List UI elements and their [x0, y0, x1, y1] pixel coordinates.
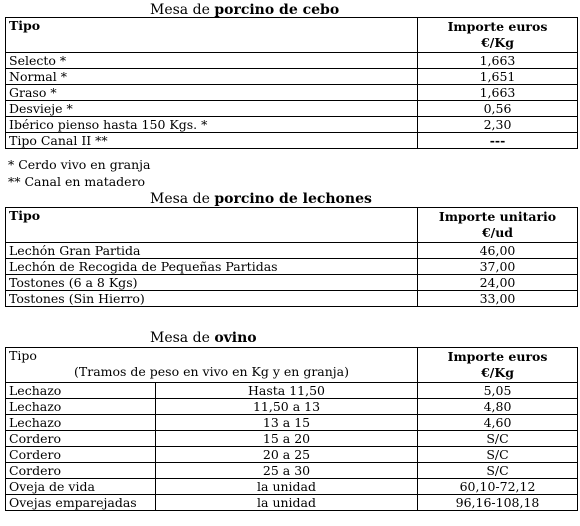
ovino-peso: la unidad	[156, 479, 418, 495]
table-row	[6, 431, 578, 447]
ovino-importe: S/C	[418, 463, 578, 479]
ovino-importe: S/C	[418, 431, 578, 447]
lechones-col-importe	[418, 208, 578, 243]
ovino-col-unit: €/Kg	[481, 365, 514, 380]
ovino-peso: 15 a 20	[156, 431, 418, 447]
ovino-tipo: Lechazo	[6, 415, 156, 431]
ovino-tipo: Cordero	[6, 431, 156, 447]
ovino-peso: Hasta 11,50	[156, 383, 418, 399]
ovino-table	[5, 347, 578, 511]
table-row	[6, 53, 578, 69]
lechones-table	[5, 207, 578, 307]
cebo-col-importe	[418, 18, 578, 53]
cebo-tipo: Desvieje *	[6, 101, 418, 117]
ovino-tipo: Lechazo	[6, 383, 156, 399]
table-row	[6, 399, 578, 415]
cebo-header-row	[6, 18, 578, 53]
cebo-tipo: Graso *	[6, 85, 418, 101]
lechones-importe: 46,00	[418, 243, 578, 259]
ovino-title-prefix: Mesa de	[150, 330, 210, 346]
cebo-note-2: ** Canal en matadero	[8, 174, 146, 189]
cebo-tipo: Tipo Canal II **	[6, 133, 418, 149]
table-row	[6, 133, 578, 149]
ovino-importe: 4,60	[418, 415, 578, 431]
ovino-col-tipo: Tipo	[9, 348, 37, 363]
lechones-tipo: Tostones (6 a 8 Kgs)	[6, 275, 418, 291]
ovino-peso: 20 a 25	[156, 447, 418, 463]
ovino-importe: 4,80	[418, 399, 578, 415]
ovino-tipo: Cordero	[6, 463, 156, 479]
lechones-col-unit: €/ud	[481, 225, 514, 240]
table-row	[6, 69, 578, 85]
ovino-header-row	[6, 348, 578, 383]
cebo-tipo: Ibérico pienso hasta 150 Kgs. *	[6, 117, 418, 133]
ovino-col-tipo-cell	[6, 348, 418, 383]
cebo-col-importe-label: Importe euros	[447, 19, 548, 34]
table-row	[6, 479, 578, 495]
table-row	[6, 259, 578, 275]
ovino-peso: 11,50 a 13	[156, 399, 418, 415]
lechones-col-importe-label: Importe unitario	[438, 209, 557, 224]
ovino-col-tramos: (Tramos de peso en vivo en Kg y en granja)	[74, 364, 350, 379]
table-row	[6, 85, 578, 101]
cebo-col-unit: €/Kg	[481, 35, 514, 50]
ovino-col-importe-label: Importe euros	[447, 349, 548, 364]
table-row	[6, 463, 578, 479]
table-row	[6, 447, 578, 463]
lechones-title-prefix: Mesa de	[150, 191, 210, 207]
ovino-title	[150, 330, 257, 346]
ovino-tipo: Oveja de vida	[6, 479, 156, 495]
cebo-tipo: Selecto *	[6, 53, 418, 69]
cebo-title	[150, 2, 339, 18]
ovino-tipo: Ovejas emparejadas	[6, 495, 156, 511]
cebo-importe: 0,56	[418, 101, 578, 117]
ovino-tipo: Lechazo	[6, 399, 156, 415]
lechones-importe: 37,00	[418, 259, 578, 275]
cebo-note-1: * Cerdo vivo en granja	[8, 157, 151, 172]
table-row	[6, 243, 578, 259]
cebo-title-prefix: Mesa de	[150, 2, 210, 18]
table-row	[6, 101, 578, 117]
ovino-importe: 60,10-72,12	[418, 479, 578, 495]
cebo-importe: 1,651	[418, 69, 578, 85]
table-row	[6, 495, 578, 511]
cebo-title-bold: porcino de cebo	[214, 2, 340, 18]
lechones-tipo: Lechón de Recogida de Pequeñas Partidas	[6, 259, 418, 275]
ovino-tipo: Cordero	[6, 447, 156, 463]
lechones-tipo: Lechón Gran Partida	[6, 243, 418, 259]
ovino-importe: 5,05	[418, 383, 578, 399]
cebo-tipo: Normal *	[6, 69, 418, 85]
table-row	[6, 383, 578, 399]
lechones-header-row	[6, 208, 578, 243]
ovino-peso: 25 a 30	[156, 463, 418, 479]
lechones-title-bold: porcino de lechones	[214, 191, 372, 207]
cebo-importe: 1,663	[418, 85, 578, 101]
lechones-tipo: Tostones (Sin Hierro)	[6, 291, 418, 307]
table-row	[6, 117, 578, 133]
ovino-peso: la unidad	[156, 495, 418, 511]
cebo-importe: 2,30	[418, 117, 578, 133]
lechones-col-tipo: Tipo	[6, 208, 418, 243]
table-row	[6, 415, 578, 431]
ovino-title-bold: ovino	[214, 330, 257, 346]
cebo-importe: ---	[418, 133, 578, 149]
table-row	[6, 275, 578, 291]
lechones-importe: 33,00	[418, 291, 578, 307]
ovino-importe: S/C	[418, 447, 578, 463]
lechones-importe: 24,00	[418, 275, 578, 291]
ovino-col-importe	[418, 348, 578, 383]
table-row	[6, 291, 578, 307]
cebo-table	[5, 17, 578, 149]
ovino-importe: 96,16-108,18	[418, 495, 578, 511]
lechones-title	[150, 191, 372, 207]
cebo-col-tipo: Tipo	[6, 18, 418, 53]
ovino-peso: 13 a 15	[156, 415, 418, 431]
cebo-importe: 1,663	[418, 53, 578, 69]
